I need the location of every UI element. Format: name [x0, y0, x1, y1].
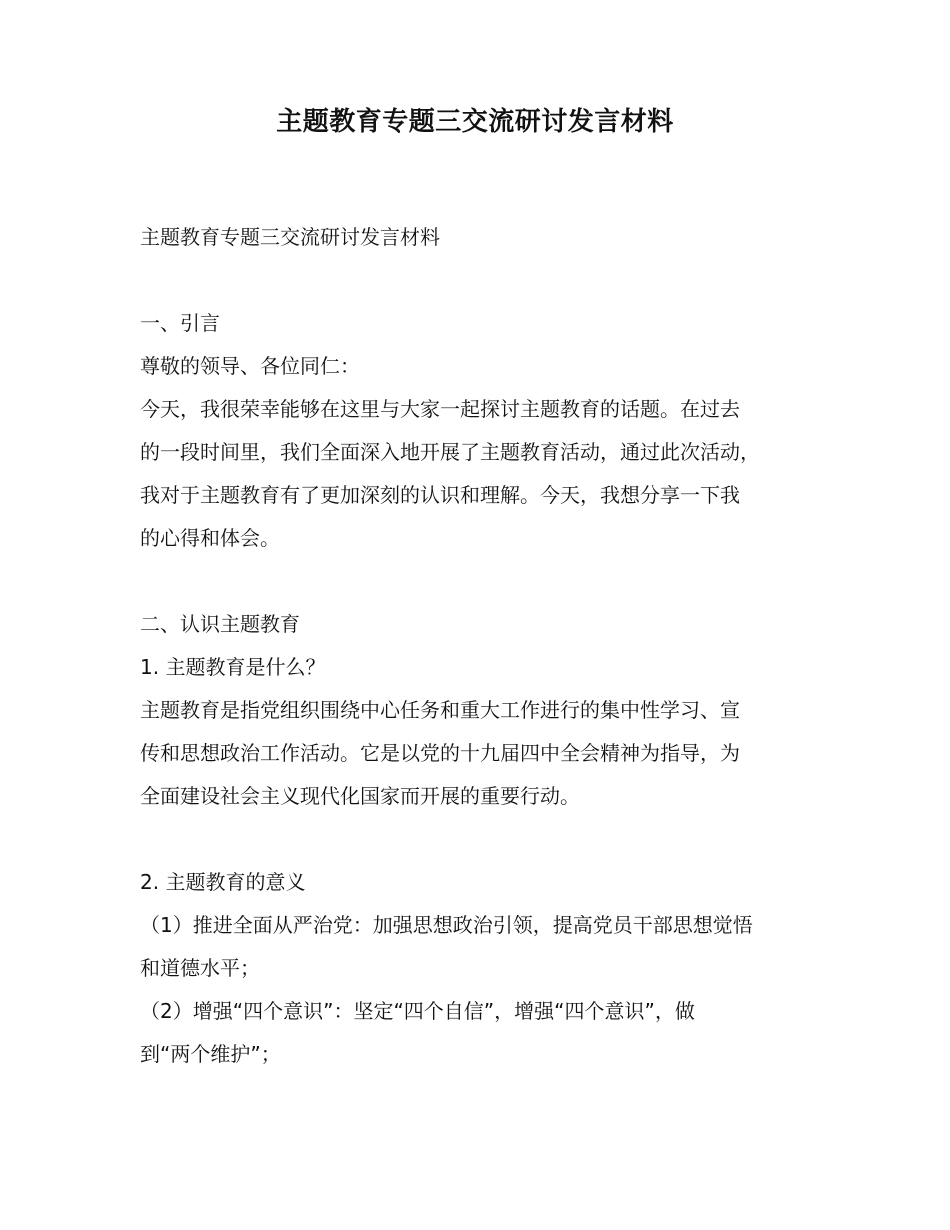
document-title: 主题教育专题三交流研讨发言材料 — [276, 107, 674, 137]
list-item-line: 到“两个维护”； — [140, 1042, 281, 1066]
subheading-significance: 2. 主题教育的意义 — [140, 870, 306, 894]
paragraph-line: 传和思想政治工作活动。它是以党的十九届四中全会精神为指导，为 — [140, 741, 740, 765]
paragraph-line: 全面建设社会主义现代化国家而开展的重要行动。 — [140, 784, 580, 808]
paragraph-line: 今天，我很荣幸能够在这里与大家一起探讨主题教育的话题。在过去 — [140, 397, 740, 421]
paragraph-line: 的一段时间里，我们全面深入地开展了主题教育活动，通过此次活动， — [140, 440, 760, 464]
list-item-line: 和道德水平； — [140, 956, 260, 980]
subheading-what-is: 1. 主题教育是什么？ — [140, 655, 326, 679]
greeting-line: 尊敬的领导、各位同仁： — [140, 354, 360, 378]
document-body — [140, 216, 840, 1076]
paragraph-line: 的心得和体会。 — [140, 526, 280, 550]
document-subtitle: 主题教育专题三交流研讨发言材料 — [140, 225, 440, 249]
section-heading-recognize: 二、认识主题教育 — [140, 612, 300, 636]
spacer — [140, 259, 840, 302]
spacer — [140, 560, 840, 603]
spacer — [140, 818, 840, 861]
list-item-line: （1）推进全面从严治党：加强思想政治引领，提高党员干部思想觉悟 — [140, 913, 753, 937]
paragraph-line: 主题教育是指党组织围绕中心任务和重大工作进行的集中性学习、宣 — [140, 698, 740, 722]
section-heading-intro: 一、引言 — [140, 311, 220, 335]
list-item-line: （2）增强“四个意识”：坚定“四个自信”，增强“四个意识”，做 — [140, 999, 695, 1023]
paragraph-line: 我对于主题教育有了更加深刻的认识和理解。今天，我想分享一下我 — [140, 483, 740, 507]
